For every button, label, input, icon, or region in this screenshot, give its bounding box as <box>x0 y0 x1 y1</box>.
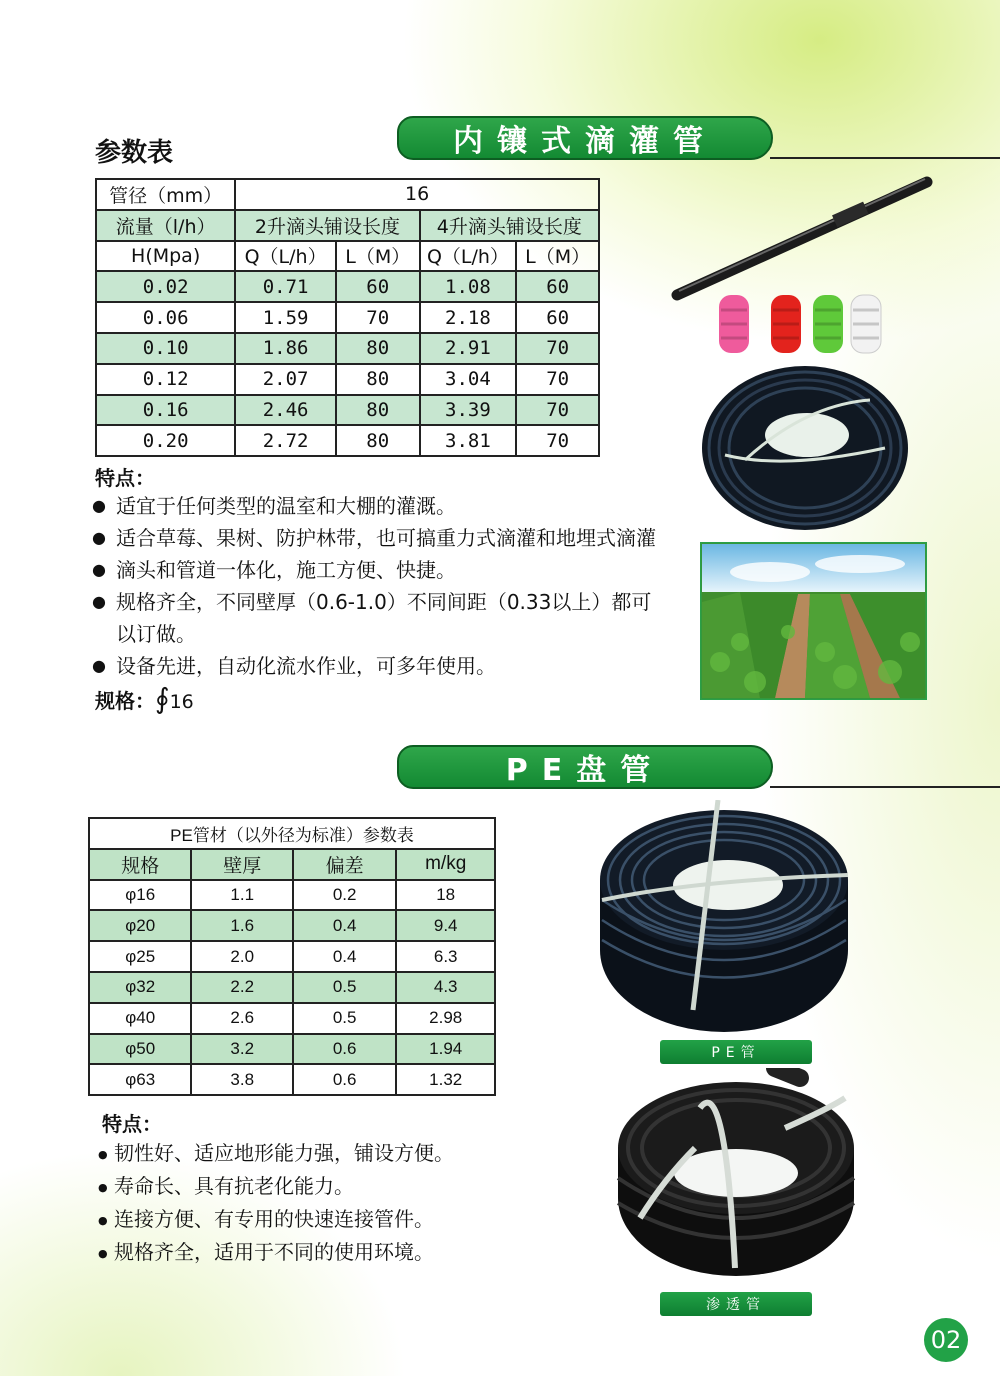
table-cell: 18 <box>396 880 495 911</box>
table-cell: 0.4 <box>293 910 396 941</box>
table-cell: 3.8 <box>191 1064 292 1095</box>
table-cell: 0.10 <box>96 333 235 364</box>
table-title: PE管材（以外径为标准）参数表 <box>89 818 495 849</box>
table-cell: 2.2 <box>191 972 292 1003</box>
table-cell: 1.86 <box>235 333 336 364</box>
table-cell: 80 <box>336 425 420 456</box>
section2-rule <box>770 786 1000 788</box>
table-cell: 60 <box>516 271 599 302</box>
list-item: ● 适宜于任何类型的温室和大棚的灌溉。 <box>92 490 702 522</box>
table-cell: 1.6 <box>191 910 292 941</box>
page-number: 02 <box>924 1318 968 1362</box>
table-cell: φ63 <box>89 1064 191 1095</box>
table-cell: 1.32 <box>396 1064 495 1095</box>
table-cell: 0.6 <box>293 1064 396 1095</box>
list-item: ● 滴头和管道一体化，施工方便、快捷。 <box>92 554 702 586</box>
table-cell: 16 <box>235 179 599 210</box>
spec-value: 16 <box>169 691 194 713</box>
table-cell: 70 <box>516 425 599 456</box>
list-item: ● 规格齐全，适用于不同的使用环境。 <box>98 1236 538 1269</box>
pe-coil-banner: PE盘管 <box>397 745 773 789</box>
table-cell: 流量（l/h） <box>96 210 235 241</box>
table-cell: 0.5 <box>293 972 396 1003</box>
table-cell: L（M） <box>516 241 599 272</box>
list-item: ● 韧性好、适应地形能力强，铺设方便。 <box>98 1137 538 1170</box>
table-header: m/kg <box>396 849 495 880</box>
table-cell: 2.91 <box>420 333 517 364</box>
table-row <box>96 302 599 333</box>
table-cell: φ40 <box>89 1003 191 1034</box>
diameter-symbol: ∮ <box>155 682 170 715</box>
list-item: ● 规格齐全，不同壁厚（0.6-1.0）不同间距（0.33以上）都可 <box>92 586 702 618</box>
table-cell: 1.94 <box>396 1034 495 1065</box>
list-item: ● 适合草莓、果树、防护林带，也可搞重力式滴灌和地埋式滴灌 <box>92 522 702 554</box>
table-cell: φ50 <box>89 1034 191 1065</box>
table-cell: H(Mpa) <box>96 241 235 272</box>
table-cell: 2.46 <box>235 395 336 426</box>
table-cell: 4升滴头铺设长度 <box>420 210 599 241</box>
table-cell: 0.06 <box>96 302 235 333</box>
table-cell: 3.04 <box>420 364 517 395</box>
seepage-hose-caption: 渗透管 <box>660 1292 812 1316</box>
table-cell: 70 <box>516 395 599 426</box>
table-row <box>89 880 495 911</box>
pipe-coil-icon <box>702 366 908 530</box>
table-cell: 0.02 <box>96 271 235 302</box>
table-cell: 60 <box>336 271 420 302</box>
table-cell: 0.12 <box>96 364 235 395</box>
list-item: ● 寿命长、具有抗老化能力。 <box>98 1170 538 1203</box>
table-row <box>89 941 495 972</box>
table-cell: 1.08 <box>420 271 517 302</box>
list-item: ● 连接方便、有专用的快速连接管件。 <box>98 1203 538 1236</box>
table-cell: φ20 <box>89 910 191 941</box>
table-cell: 0.20 <box>96 425 235 456</box>
table-cell: φ25 <box>89 941 191 972</box>
table-cell: L（M） <box>336 241 420 272</box>
table-cell: 0.16 <box>96 395 235 426</box>
drip-tube-parameter-table <box>95 178 600 457</box>
table-cell: 2.6 <box>191 1003 292 1034</box>
table-cell: 2.07 <box>235 364 336 395</box>
table-row <box>96 271 599 302</box>
list-item: ● 设备先进，自动化流水作业，可多年使用。 <box>92 650 702 682</box>
table-row <box>96 364 599 395</box>
table-cell: 6.3 <box>396 941 495 972</box>
table-row <box>96 425 599 456</box>
table-row <box>89 1064 495 1095</box>
table-cell: 80 <box>336 395 420 426</box>
table-cell: 管径（mm） <box>96 179 235 210</box>
table-cell: 2.18 <box>420 302 517 333</box>
features-title-2: 特点： <box>102 1112 162 1136</box>
table-cell: 70 <box>336 302 420 333</box>
seepage-hose-image <box>615 1068 857 1280</box>
table-cell: 70 <box>516 364 599 395</box>
table-cell: 0.2 <box>293 880 396 911</box>
table-cell: 0.5 <box>293 1003 396 1034</box>
table-cell: 0.6 <box>293 1034 396 1065</box>
table-header: 偏差 <box>293 849 396 880</box>
table-header: 壁厚 <box>191 849 292 880</box>
table-cell: 9.4 <box>396 910 495 941</box>
table-row <box>89 1034 495 1065</box>
section1-rule <box>770 157 1000 159</box>
table-header: 规格 <box>89 849 191 880</box>
table-row <box>89 1003 495 1034</box>
table-cell: 2升滴头铺设长度 <box>235 210 419 241</box>
table-cell: 4.3 <box>396 972 495 1003</box>
table-cell: φ16 <box>89 880 191 911</box>
drip-tube-illustration <box>665 170 940 550</box>
pe-coil-image <box>598 800 854 1036</box>
parameter-table-heading: 参数表 <box>95 138 174 168</box>
features-list <box>92 490 702 682</box>
field-photo <box>700 542 927 700</box>
pe-pipe-parameter-table <box>88 817 496 1096</box>
table-cell: 1.1 <box>191 880 292 911</box>
table-cell: 3.39 <box>420 395 517 426</box>
table-cell: 60 <box>516 302 599 333</box>
table-cell: 80 <box>336 333 420 364</box>
features-list-2 <box>98 1137 538 1269</box>
spec-label: 规格： <box>95 689 155 713</box>
table-cell: 1.59 <box>235 302 336 333</box>
table-cell: Q（L/h） <box>420 241 517 272</box>
table-row <box>96 333 599 364</box>
table-cell: 2.98 <box>396 1003 495 1034</box>
features-title: 特点： <box>95 466 155 490</box>
table-cell: 3.81 <box>420 425 517 456</box>
table-row <box>89 972 495 1003</box>
pe-pipe-caption: PE管 <box>660 1040 812 1064</box>
drip-tube-banner: 内镶式滴灌管 <box>397 116 773 160</box>
list-item: 以订做。 <box>116 622 196 646</box>
table-row <box>96 395 599 426</box>
table-cell: 3.2 <box>191 1034 292 1065</box>
table-cell: Q（L/h） <box>235 241 336 272</box>
table-cell: φ32 <box>89 972 191 1003</box>
table-cell: 0.71 <box>235 271 336 302</box>
table-cell: 80 <box>336 364 420 395</box>
spec-line <box>95 682 194 715</box>
table-cell: 0.4 <box>293 941 396 972</box>
table-row <box>89 910 495 941</box>
table-cell: 70 <box>516 333 599 364</box>
table-cell: 2.72 <box>235 425 336 456</box>
emitter-icons <box>719 295 881 353</box>
table-cell: 2.0 <box>191 941 292 972</box>
